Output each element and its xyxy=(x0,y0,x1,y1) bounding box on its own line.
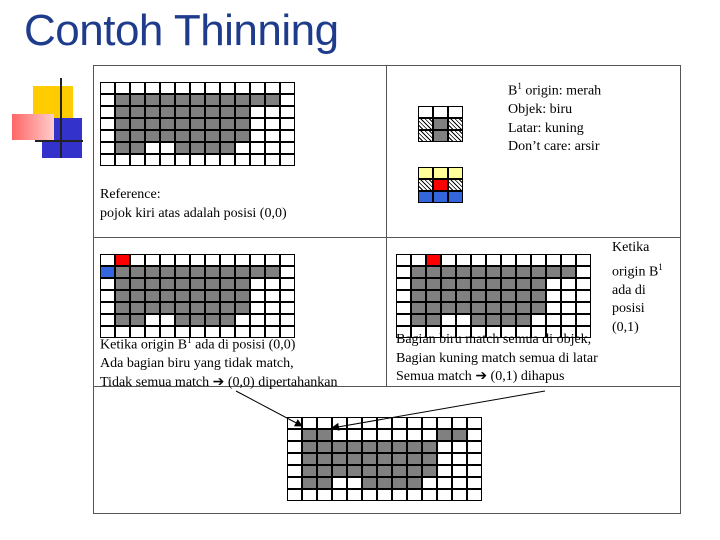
legend-text: $B^1$ origin: merah Objek: biru Latar: kuning Don’t care: arsir xyxy=(508,81,602,155)
right-note: Ketika origin $B^1$ ada di posisi (0,1) xyxy=(612,240,663,335)
right-arrow-icon: ➔ xyxy=(212,374,225,390)
arrow-right-to-result xyxy=(332,391,545,428)
left-caption: Ketika origin $B^1$ ada di posisi (0,0) Ada bagian biru yang tidak match, Tidak semua match ➔ (0,0) dipertahankan xyxy=(100,335,338,390)
arrow-left-to-result xyxy=(236,391,302,426)
right-caption: Bagian biru match semua di objek, Bagian kuning match semua di latar Semua match ➔ (0,1) dihapus xyxy=(396,332,598,384)
page-title: Contoh Thinning xyxy=(24,6,339,55)
reference-text: Reference: pojok kiri atas adalah posisi (0,0) xyxy=(100,187,287,221)
right-arrow-icon: ➔ xyxy=(475,369,488,384)
